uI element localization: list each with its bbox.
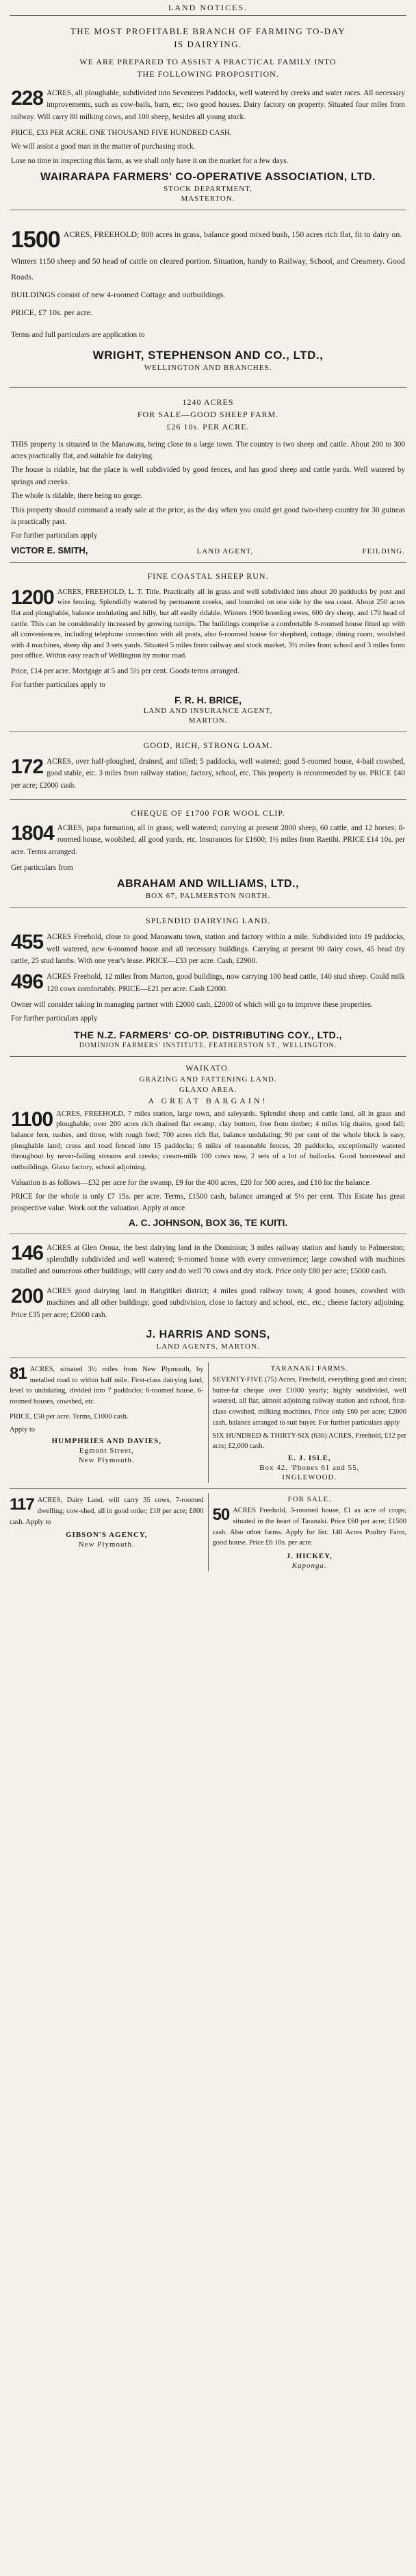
ad-heading: THE FOLLOWING PROPOSITION. <box>137 69 279 79</box>
ad-waikato-grazing <box>10 1057 406 1234</box>
agent-line <box>11 545 405 557</box>
ad-text: 200 ACRES good dairying land in Rangitikei district; 4 miles good railway town; 4 good houses, cowshed with machines and all other buildings; good subdivision, close to factory and school, etc., etc.; cheese factory adjoining. Price £35 per acre; £2000 cash. <box>11 1284 405 1319</box>
ad-text: 455 ACRES Freehold, close to good Manawatu town, station and factory within a mile. Subdivided into 19 paddocks, well watered, new 6-roomed house and all necessary buildings. Carrying at present 90 dairy cows, 45 head dry cattle, 25 stud lambs. With one year's lease. PRICE—£33 per acre. Cash, £2900. <box>11 931 405 966</box>
ad-text: PRICE for the whole is only £7 15s. per acre. Terms, £1500 cash, balance arranged at 5½ per cent. This Estate has great prospective value. Work out the valuation. Apply at once <box>11 1192 405 1213</box>
agent-name: E. J. ISLE, <box>287 1454 331 1463</box>
ad-heading: FOR SALE—GOOD SHEEP FARM. <box>137 409 279 419</box>
ad-text: Get particulars from <box>11 863 73 872</box>
acreage-number: 1200 <box>11 586 54 609</box>
agent-place: FEILDING. <box>362 547 405 555</box>
ad-strong-loam <box>10 732 406 800</box>
ad-heading: WAIKATO. <box>185 1062 231 1073</box>
firm-place: LAND AGENTS, MARTON. <box>156 1342 260 1351</box>
agent-place: MARTON. <box>188 716 228 725</box>
ad-text: SEVENTY-FIVE (75) Acres, Freehold, everything good and clean; butter-fat cheque over £1000 yearly; highly subdivided, well watered, all flat; almost adjoining railway station and school, first-class cowshed, milking machines, Price only £60 per acre; £2000 cash, balance arranged to suit buyer. For further particulars apply <box>212 1375 406 1427</box>
ad-heading: TARANAKI FARMS. <box>270 1364 349 1373</box>
ad-text: 496 ACRES Freehold, 12 miles from Marton, good buildings, now carrying 100 head cattle, 140 stud sheep. Could milk 120 cows comfortably. PRICE—£21 per acre. Cash £2000. <box>11 971 405 994</box>
firm-address: Egmont Street, <box>79 1447 134 1455</box>
ad-coastal-sheep-run <box>10 563 406 732</box>
ad-heading: 1240 ACRES <box>182 397 234 407</box>
ad-text: 172 ACRES, over half-ploughed, drained, and tilled; 5 paddocks, well watered; good 5-roomed house, 4-bail cowshed, good stable, etc. 3 miles from railway station; factory, school, etc. This property is recommended by us. PRICE £40 per acre; £2000 cash. <box>11 755 405 790</box>
firm-place: New Plymouth. <box>78 1540 135 1549</box>
ad-text: BUILDINGS consist of new 4-roomed Cottage and outbuildings. <box>11 289 226 299</box>
column-divider <box>208 1362 209 1483</box>
ad-text: 1804 ACRES, papa formation, all in grass; well watered; carrying at present 2800 sheep, 60 cattle, and 12 horses; 8-roomed house, woolshed, all good yards, etc. Insurances for £1600; 1½ miles from Raetihi. PRICE £14 10s. per acre. Terms arranged. <box>11 821 405 856</box>
ad-price: PRICE, £33 PER ACRE. ONE THOUSAND FIVE HUNDRED CASH. <box>11 129 232 138</box>
ad-text: For further particulars apply <box>11 1014 98 1023</box>
ad-heading: SPLENDID DAIRYING LAND. <box>146 916 270 926</box>
agent-place: Kaponga. <box>291 1562 327 1571</box>
firm-place: BOX 67, PALMERSTON NORTH. <box>145 892 271 901</box>
acreage-number: 1100 <box>11 1108 53 1131</box>
ad-heading: A GREAT BARGAIN! <box>148 1095 268 1105</box>
ad-text: 146 ACRES at Glen Oroua, the best dairying land in the Dominion; 3 miles railway station and handy to Palmerston; splendidly subdivided and well watered; 9-roomed house with every convenience; large cowshed with machines installed and numerous other buildings; will carry and do well 70 cows and dry stock. Price only £80 per acre; £5000 cash. <box>11 1241 405 1276</box>
ad-wairarapa-dairy <box>10 20 406 210</box>
ad-text: 228 ACRES, all ploughable, subdivided into Seventeen Paddocks, well watered by creeks and water races. All necessary improvements, such as cow-bails, barn, etc; two good houses. Dairy factory on property. Situated four miles from railway. Will carry 80 milking cows, and 100 sheep, besides all young stock. <box>11 87 405 121</box>
ad-text: Owner will consider taking in managing partner with £2000 cash, £2000 of which will go to improve these properties. <box>11 1001 373 1010</box>
ad-taranaki-farms <box>213 1362 407 1483</box>
ad-text: Apply to <box>10 1425 36 1434</box>
ad-heading: GLAXO AREA. <box>179 1085 237 1094</box>
ad-heading: GOOD, RICH, STRONG LOAM. <box>143 740 273 750</box>
agent-address: INGLEWOOD. <box>282 1473 337 1482</box>
ad-wool-clip <box>10 800 406 908</box>
ad-text: Valuation is as follows—£32 per acre for the swamp, £9 for the 400 acres, £20 for 500 acres, and £10 for the balance. <box>11 1178 372 1187</box>
ad-heading: CHEQUE OF £1700 FOR WOOL CLIP. <box>131 808 285 818</box>
firm-name: THE N.Z. FARMERS' CO-OP. DISTRIBUTING COY., LTD., <box>73 1029 343 1040</box>
acreage-number: 117 <box>10 1495 34 1514</box>
ad-heading: £26 10s. PER ACRE. <box>166 421 250 432</box>
acreage-number: 200 <box>11 1284 44 1308</box>
acreage-number: 496 <box>11 971 44 994</box>
firm-name: ABRAHAM AND WILLIAMS, LTD., <box>117 878 299 890</box>
ad-price: Price, £14 per acre. Mortgage at 5 and 5½ per cent. Goods terms arranged. <box>11 667 239 676</box>
firm-place: WELLINGTON AND BRANCHES. <box>144 363 272 372</box>
agent-name: J. HICKEY, <box>286 1552 333 1561</box>
ad-text: The whole is ridable, there being no gorge. <box>11 492 143 501</box>
acreage-number: 50 <box>212 1505 230 1525</box>
ad-splendid-dairying <box>10 908 406 1057</box>
column-divider <box>208 1493 209 1571</box>
agent-name: VICTOR E. SMITH, <box>11 545 88 555</box>
ad-text: 1200 ACRES, FREEHOLD, L. T. Title. Practically all in grass and well subdivided into about 20 paddocks by post and wire fencing. Splendidly watered by permanent creeks, and bounded on one side by the sea coast. About 250 acres flat and ploughable, balance undulating and hilly, but all easily ridable. Winters 1900 breeding ewes, 600 dry sheep, and 170 head of cattle. This can be considerably increased by growing turnips. The buildings comprise a comfortable 8-roomed house fitted up with all conveniences, including telephone connection with all posts, also 6-roomed house for shepherd, cottage, dining room, woolshed with 4 machines, sheep dip and 3 sets yards. Situated 5 miles from railway and stock market, 3½ miles from school and 3 miles from post office. Within easy reach of Wellington by motor road. <box>11 586 405 660</box>
ad-text: 1500 ACRES, FREEHOLD; 800 acres in grass, balance good mixed bush, 150 acres rich flat, fit to dairy on. <box>11 227 402 253</box>
acreage-number: 146 <box>11 1241 44 1264</box>
ad-text: For further particulars apply to <box>11 681 105 690</box>
agent-title: LAND AND INSURANCE AGENT, <box>143 706 273 715</box>
acreage-number: 1500 <box>11 227 60 253</box>
ad-sheep-farm-1240 <box>10 388 406 563</box>
section-masthead: LAND NOTICES. <box>10 3 406 16</box>
ad-text: Lose no time in inspecting this farm, as we shall only have it on the market for a few days. <box>11 156 289 165</box>
ad-text: The house is ridable, but the place is well subdivided by good fences, and has good sheep and cattle yards. Well watered by springs and creeks. <box>11 466 405 486</box>
ad-text: THIS property is situated in the Manawatu, being close to a large town. The country is two sheep and cattle. About 200 to 300 acres practically flat, and suitable for dairying. <box>11 440 405 461</box>
ad-text: SIX HUNDRED & THIRTY-SIX (636) ACRES, Freehold, £12 per acre; £2,000 cash. <box>212 1431 406 1451</box>
firm-place: MASTERTON. <box>181 195 235 203</box>
ad-glen-oroua <box>10 1234 406 1358</box>
agent-name: A. C. JOHNSON, BOX 36, TE KUITI. <box>128 1216 288 1228</box>
acreage-number: 455 <box>11 931 44 954</box>
ad-text: 1100 ACRES, FREEHOLD, 7 miles station, large town, and saleyards. Splendid sheep and cattle land, all in grass and ploughable; over 200 acres rich drained flat swamp, clay bottom, free from timber; 4 miles big drains, good fall; balance fern, rushes, and titree, with rough feed; 700 acres rich flat, balance undulating; 90 per cent of the whole block is easy, ploughable land; cross and road fenced into 15 paddocks; 6 miles of reasonable fences, 20 paddocks, exceptionally watered throughout by never-failing streams and creeks; cream-milk 100 cows now, 2 sets of a lot of bullocks. Good homestead and outbuildings. Glaxo factory, school adjoining. <box>11 1108 405 1172</box>
ad-dairy-117 <box>10 1493 204 1571</box>
ad-freehold-1500 <box>10 210 406 388</box>
agent-address: Box 42. 'Phones 61 and 55, <box>259 1464 360 1473</box>
ad-heading: IS DAIRYING. <box>174 39 242 49</box>
firm-name: WAIRARAPA FARMERS' CO-OPERATIVE ASSOCIATION, LTD. <box>40 171 376 184</box>
ad-text: We will assist a good man in the matter of purchasing stock. <box>11 142 196 151</box>
firm-name: J. HARRIS AND SONS, <box>146 1328 270 1340</box>
ad-heading: FINE COASTAL SHEEP RUN. <box>147 571 269 581</box>
firm-address: New Plymouth. <box>78 1456 135 1465</box>
ad-text: For further particulars apply <box>11 532 98 540</box>
ad-text: This property should command a ready sale at the price, as the day when you could get good two-sheep country for 30 guineas is practically past. <box>11 505 405 526</box>
firm-dept: STOCK DEPARTMENT, <box>164 185 252 194</box>
firm-place: DOMINION FARMERS' INSTITUTE, FEATHERSTON ST., WELLINGTON. <box>79 1041 337 1049</box>
ad-price: PRICE, £7 10s. per acre. <box>11 307 92 317</box>
two-column-row <box>10 1358 406 1489</box>
ad-text: Terms and full particulars are application to <box>11 331 145 340</box>
acreage-number: 1804 <box>11 821 54 845</box>
ad-text: Winters 1150 sheep and 50 head of cattle on cleared portion. Situation, handy to Railway, School, and Creamery. Good Roads. <box>11 256 405 282</box>
ad-heading: FOR SALE. <box>287 1495 331 1504</box>
ad-kaponga-50 <box>213 1493 407 1571</box>
firm-name: HUMPHRIES AND DAVIES, <box>51 1437 161 1446</box>
ad-heading: THE MOST PROFITABLE BRANCH OF FARMING TO-DAY <box>70 26 346 36</box>
ad-text: 50 ACRES Freehold, 3-roomed house, £1 as acre of crops; situated in the heart of Taranaki. Price £60 per acre; £1500 cash. Also other farms. Apply for list. 140 Acres Poultry Farm, good house. Price £6 10s. per acre. <box>212 1505 406 1547</box>
acreage-number: 228 <box>11 87 44 110</box>
ad-heading: GRAZING AND FATTENING LAND. <box>139 1075 277 1084</box>
agent-name: F. R. H. BRICE, <box>174 694 242 705</box>
two-column-row <box>10 1489 406 1577</box>
acreage-number: 81 <box>10 1364 27 1383</box>
firm-name: GIBSON'S AGENCY, <box>65 1531 148 1540</box>
ad-price: PRICE, £50 per acre. Terms, £1000 cash. <box>10 1412 129 1421</box>
agent-title: LAND AGENT, <box>196 547 254 555</box>
acreage-number: 172 <box>11 755 44 778</box>
ad-text: 117 ACRES, Dairy Land, will carry 35 cows, 7-roomed dwelling; cow-shed, all in good order; £18 per acre; £800 cash. Apply to <box>10 1495 204 1526</box>
firm-name: WRIGHT, STEPHENSON AND CO., LTD., <box>92 348 324 362</box>
ad-new-plymouth-81 <box>10 1362 204 1483</box>
ad-heading: WE ARE PREPARED TO ASSIST A PRACTICAL FAMILY INTO <box>79 57 337 66</box>
ad-text: 81 ACRES, situated 3½ miles from New Plymouth, by metalled road to within half mile. First-class dairying land, level to undulating, divided into 7 paddocks; 6-roomed house, 6-roomed houses, cowshed, etc. <box>10 1364 204 1406</box>
